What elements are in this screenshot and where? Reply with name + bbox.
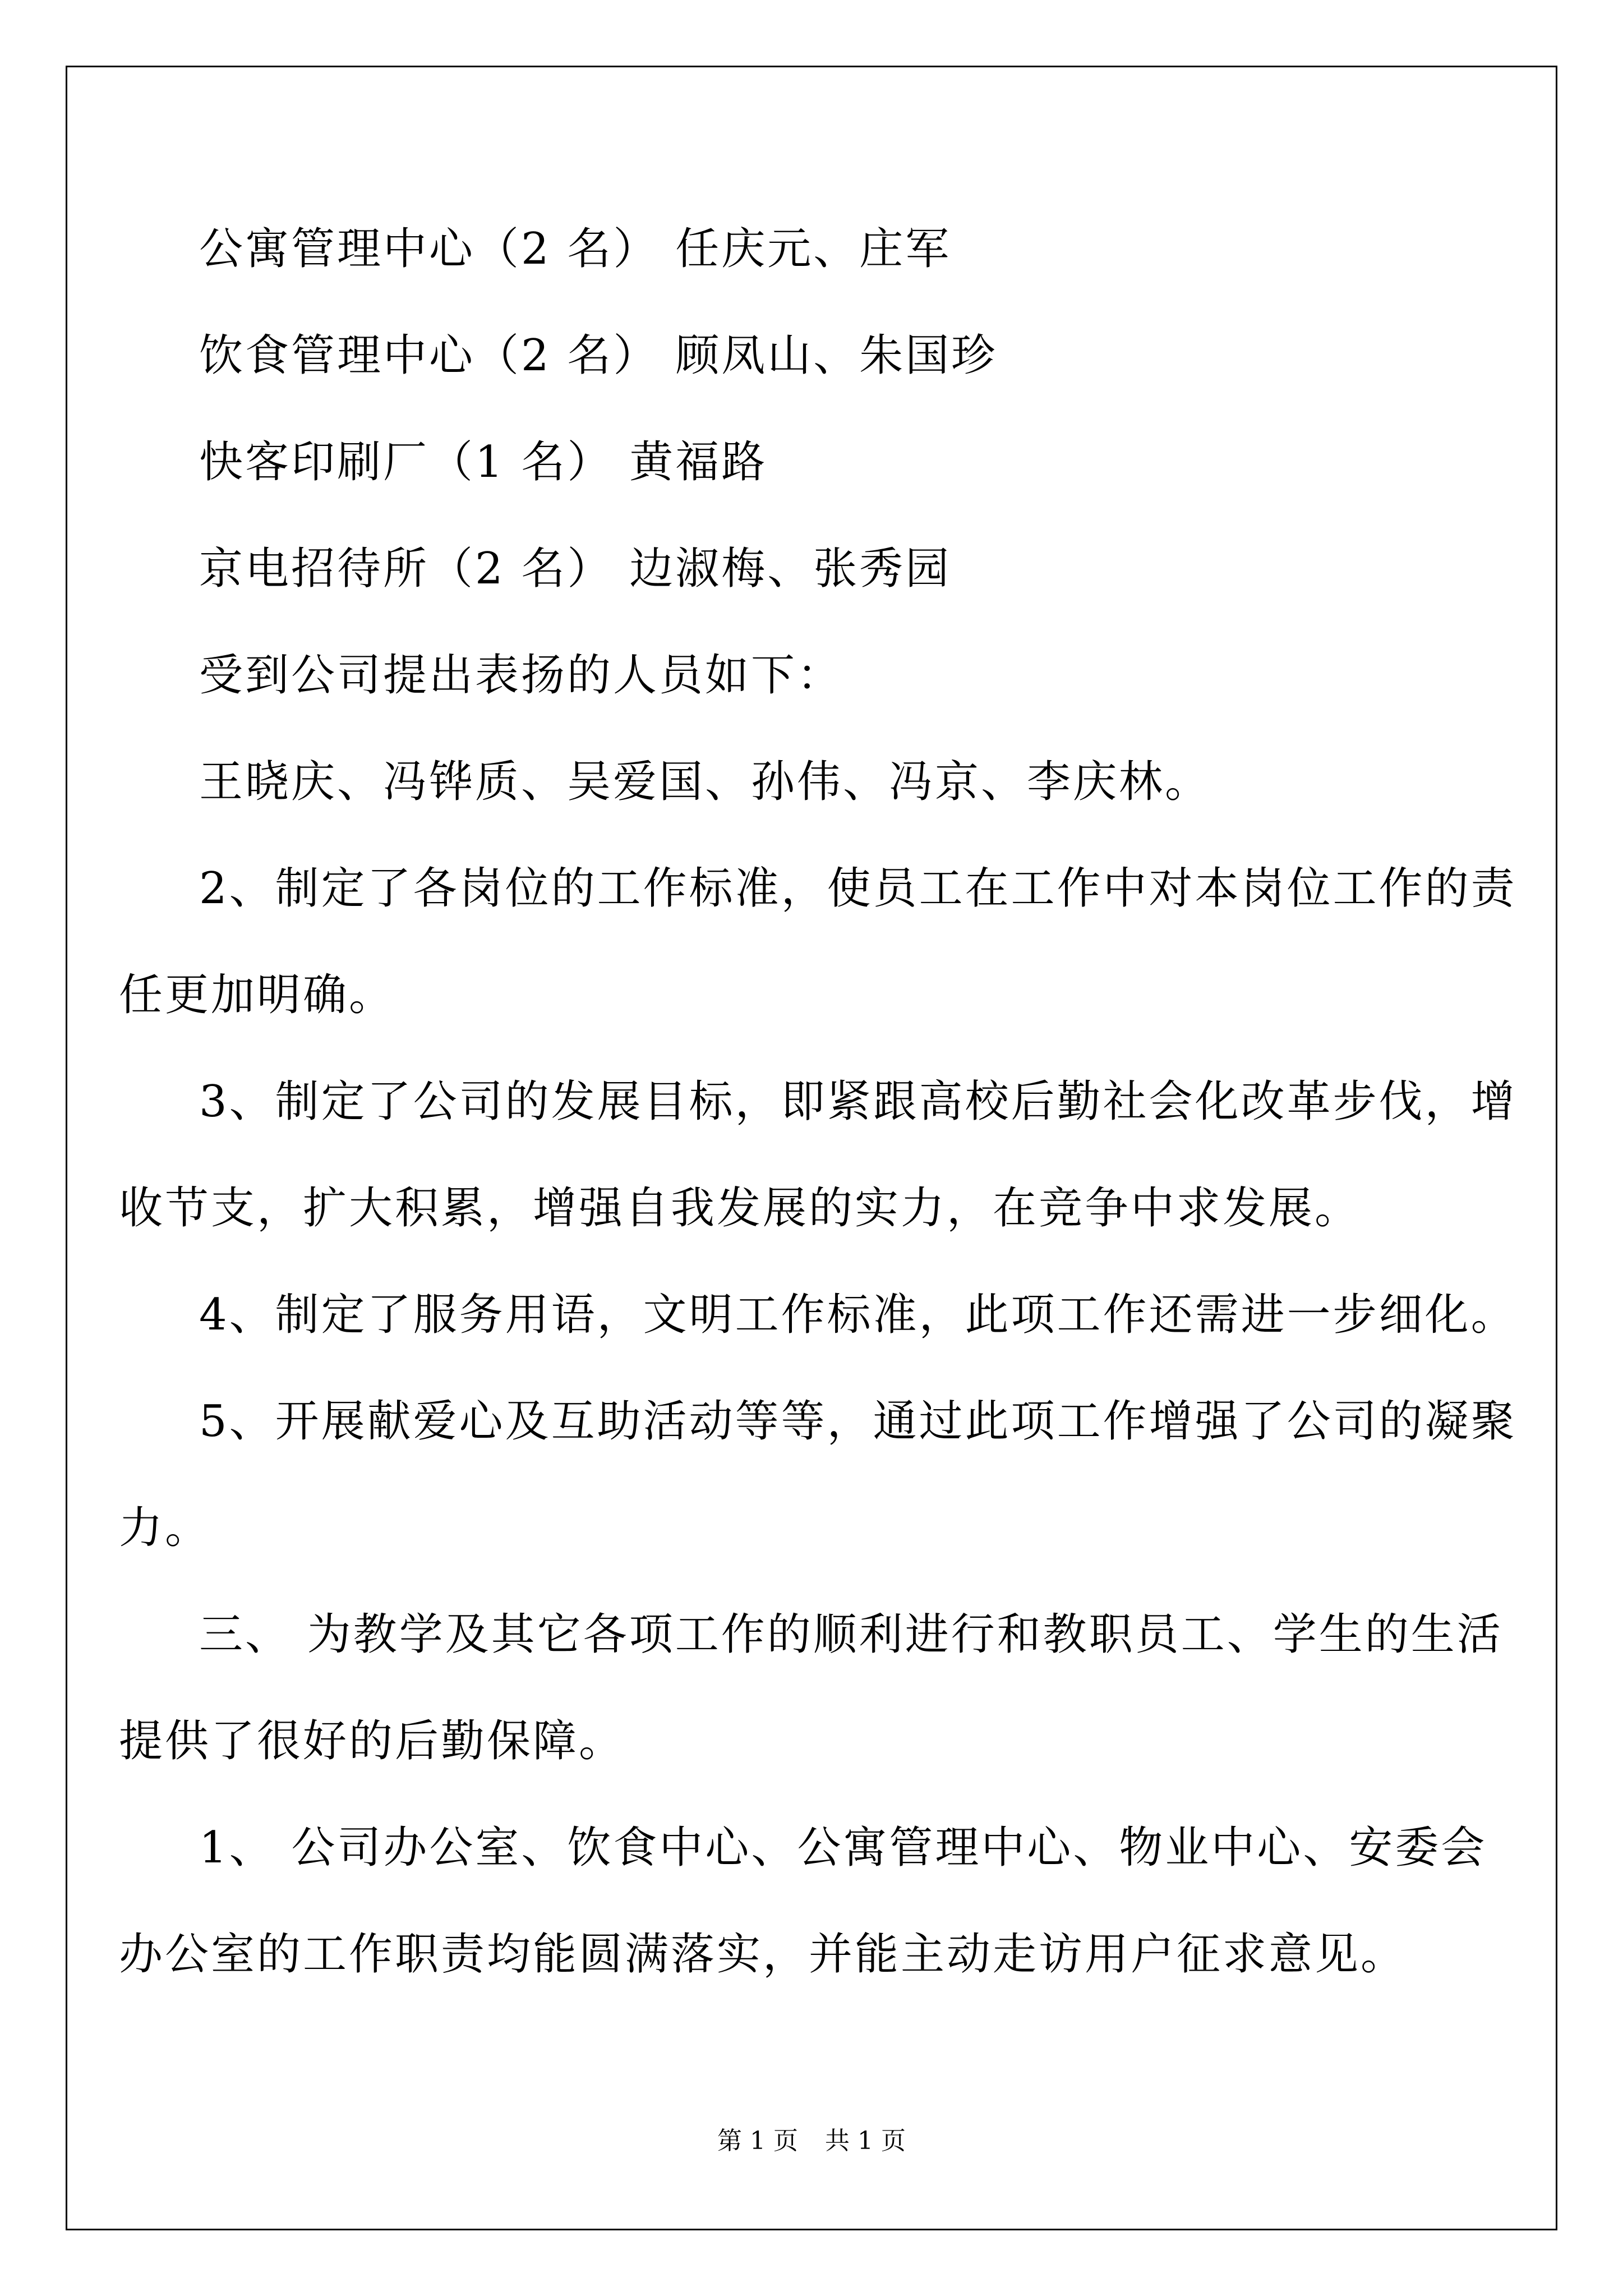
- text-line-5: 受到公司提出表扬的人员如下：: [199, 650, 843, 701]
- text-line-2: 饮食管理中心（2 名） 顾凤山、朱国珍: [199, 330, 998, 381]
- page-footer: [0, 2120, 1623, 2156]
- page-border: [66, 66, 1557, 2230]
- text-line-9: 3、制定了公司的发展目标，即紧跟高校后勤社会化改革步伐，增: [199, 1076, 1517, 1127]
- text-line-3: 快客印刷厂（1 名） 黄福路: [199, 437, 768, 487]
- text-line-10: 收节支，扩大积累，增强自我发展的实力，在竞争中求发展。: [119, 1183, 1361, 1234]
- text-line-12: 5、开展献爱心及互助活动等等，通过此项工作增强了公司的凝聚: [199, 1396, 1517, 1447]
- text-line-13: 力。: [119, 1503, 211, 1553]
- text-line-1: 公寓管理中心（2 名） 任庆元、庄军: [199, 224, 952, 274]
- text-line-15: 提供了很好的后勤保障。: [119, 1716, 625, 1766]
- text-line-6: 王晓庆、冯铧质、吴爱国、孙伟、冯京、李庆林。: [199, 757, 1211, 807]
- text-line-4: 京电招待所（2 名） 边淑梅、张秀园: [199, 544, 952, 594]
- text-line-11: 4、制定了服务用语，文明工作标准，此项工作还需进一步细化。: [199, 1290, 1517, 1340]
- page-number: 第 1 页: [717, 2127, 798, 2155]
- text-line-7: 2、制定了各岗位的工作标准，使员工在工作中对本岗位工作的责: [199, 863, 1517, 914]
- text-line-14: 三、 为教学及其它各项工作的顺利进行和教职员工、学生的生活: [199, 1609, 1503, 1660]
- text-line-17: 办公室的工作职责均能圆满落实，并能主动走访用户征求意见。: [119, 1929, 1407, 1980]
- page-total: 共 1 页: [825, 2127, 906, 2155]
- text-line-16: 1、 公司办公室、饮食中心、公寓管理中心、物业中心、安委会: [199, 1823, 1487, 1873]
- text-line-8: 任更加明确。: [119, 970, 395, 1020]
